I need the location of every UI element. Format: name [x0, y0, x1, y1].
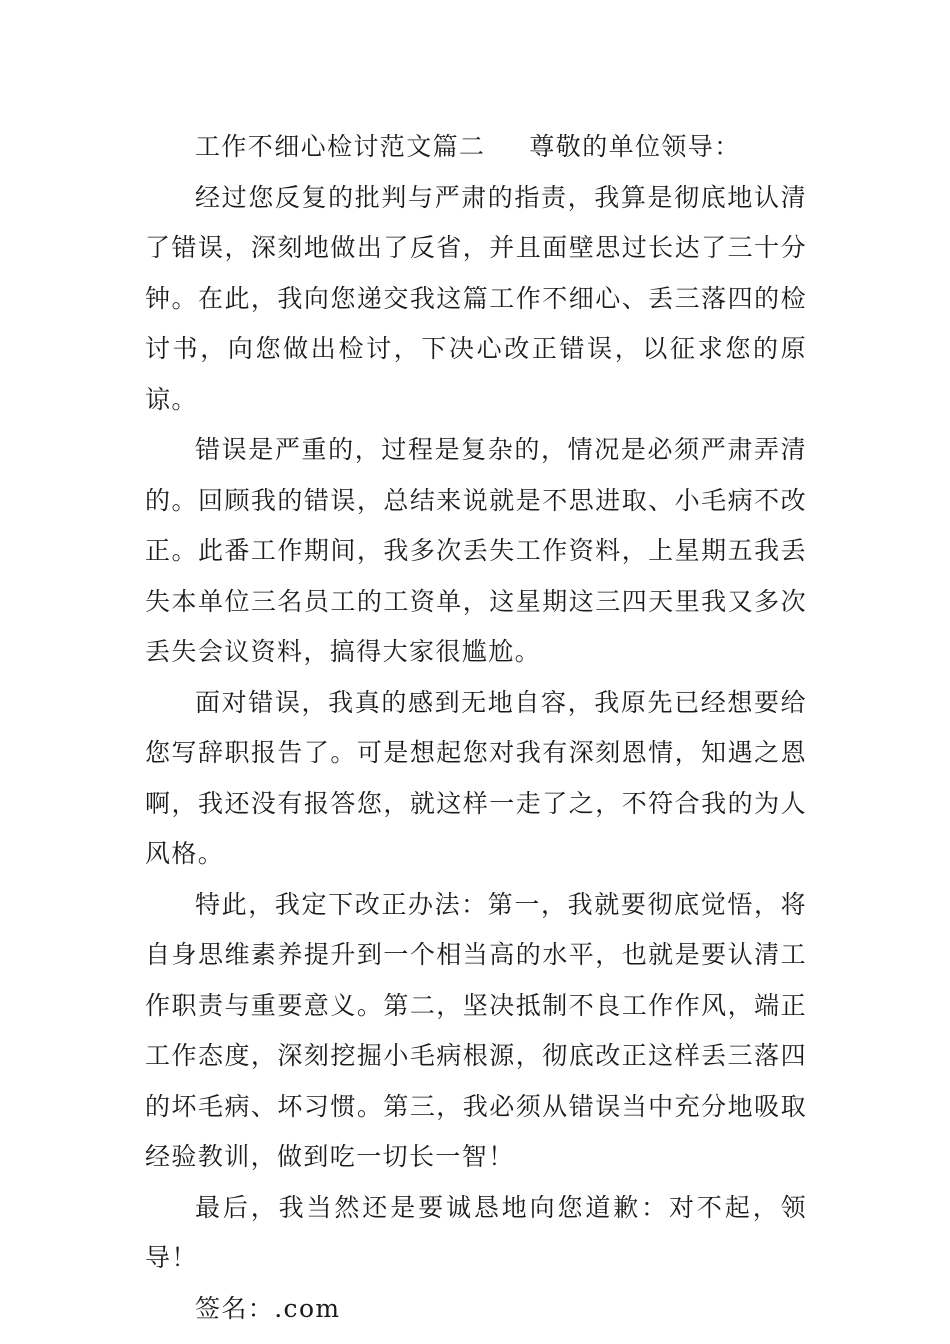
- document-title: 工作不细心检讨范文篇二: [195, 132, 486, 161]
- salutation: 尊敬的单位领导：: [529, 132, 741, 161]
- paragraph-2: 错误是严重的，过程是复杂的，情况是必须严肃弄清的。回顾我的错误，总结来说就是不思进取、小毛病不改正。此番工作期间，我多次丢失工作资料，上星期五我丢失本单位三名员工的工资单，这星期这三四天里我又多次丢失会议资料，搞得大家很尴尬。: [145, 435, 807, 666]
- paragraph-3: 面对错误，我真的感到无地自容，我原先已经想要给您写辞职报告了。可是想起您对我有深刻恩情，知遇之恩啊，我还没有报答您，就这样一走了之，不符合我的为人风格。: [145, 687, 807, 868]
- document-body: [145, 122, 807, 1334]
- paragraph-4: 特此，我定下改正办法：第一，我就要彻底觉悟，将自身思维素养提升到一个相当高的水平，也就是要认清工作职责与重要意义。第二，坚决抵制不良工作作风，端正工作态度，深刻挖掘小毛病根源，彻底改正这样丢三落四的坏毛病、坏习惯。第三，我必须从错误当中充分地吸取经验教训，做到吃一切长一智！: [145, 889, 807, 1171]
- signature: 签名：.com: [195, 1293, 341, 1323]
- paragraph-1: 经过您反复的批判与严肃的指责，我算是彻底地认清了错误，深刻地做出了反省，并且面壁思过长达了三十分钟。在此，我向您递交我这篇工作不细心、丢三落四的检讨书，向您做出检讨，下决心改正错误，以征求您的原谅。: [145, 182, 807, 414]
- paragraph-5: 最后，我当然还是要诚恳地向您道歉：对不起，领导！: [145, 1192, 807, 1272]
- title-line: [145, 122, 807, 173]
